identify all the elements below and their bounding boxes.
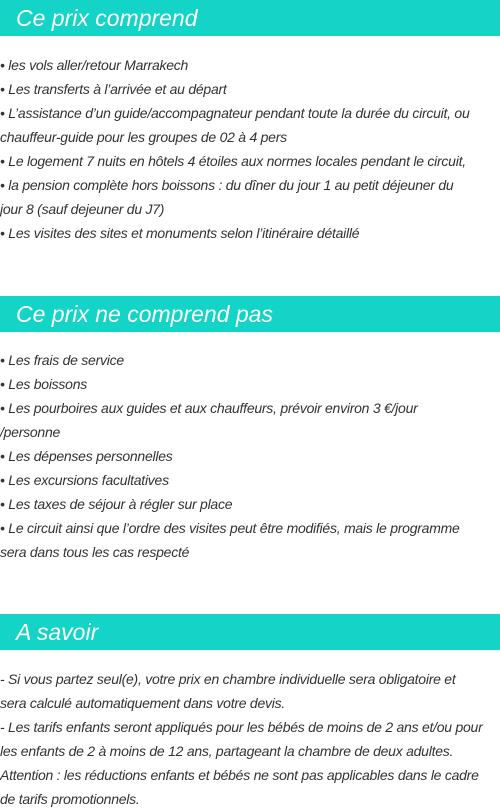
list-item: Attention : les réductions enfants et bébés ne sont pas applicables dans le cadre <box>0 767 479 783</box>
section-title: Ce prix comprend <box>16 5 198 31</box>
section-header-included <box>0 0 500 36</box>
list-item: sera dans tous les cas respecté <box>0 544 190 560</box>
list-item: • Les transferts à l’arrivée et au départ <box>0 81 227 97</box>
section-body-not-included <box>0 348 500 564</box>
list-item: • les vols aller/retour Marrakech <box>0 57 189 73</box>
section-header-good-to-know <box>0 614 500 650</box>
list-item: • Les boissons <box>0 376 88 392</box>
section-title: Ce prix ne comprend pas <box>16 301 273 327</box>
list-item: /personne <box>0 424 61 440</box>
list-item: de tarifs promotionnels. <box>0 791 140 807</box>
list-item: • Les visites des sites et monuments selon l’itinéraire détaillé <box>0 225 360 241</box>
list-item: • Le logement 7 nuits en hôtels 4 étoiles aux normes locales pendant le circuit, <box>0 153 466 169</box>
section-header-not-included <box>0 296 500 332</box>
list-item: sera calculé automatiquement dans votre devis. <box>0 695 285 711</box>
list-item: • Les dépenses personnelles <box>0 448 173 464</box>
list-item: • la pension complète hors boissons : du dîner du jour 1 au petit déjeuner du <box>0 177 454 193</box>
section-body-included <box>0 53 500 245</box>
list-item: chauffeur-guide pour les groupes de 02 à 4 pers <box>0 129 287 145</box>
list-item: • Les frais de service <box>0 352 124 368</box>
list-item: - Les tarifs enfants seront appliqués pour les bébés de moins de 2 ans et/ou pour <box>0 719 483 735</box>
list-item: les enfants de 2 à moins de 12 ans, partageant la chambre de deux adultes. <box>0 743 454 759</box>
section-title: A savoir <box>16 619 99 645</box>
section-body-good-to-know <box>0 667 500 811</box>
list-item: - Si vous partez seul(e), votre prix en chambre individuelle sera obligatoire et <box>0 671 456 687</box>
list-item: jour 8 (sauf dejeuner du J7) <box>0 201 165 217</box>
list-item: • L’assistance d’un guide/accompagnateur pendant toute la durée du circuit, ou <box>0 105 470 121</box>
list-item: • Le circuit ainsi que l’ordre des visites peut être modifiés, mais le programme <box>0 520 460 536</box>
list-item: • Les pourboires aux guides et aux chauffeurs, prévoir environ 3 €/jour <box>0 400 418 416</box>
list-item: • Les taxes de séjour à régler sur place <box>0 496 233 512</box>
list-item: • Les excursions facultatives <box>0 472 169 488</box>
